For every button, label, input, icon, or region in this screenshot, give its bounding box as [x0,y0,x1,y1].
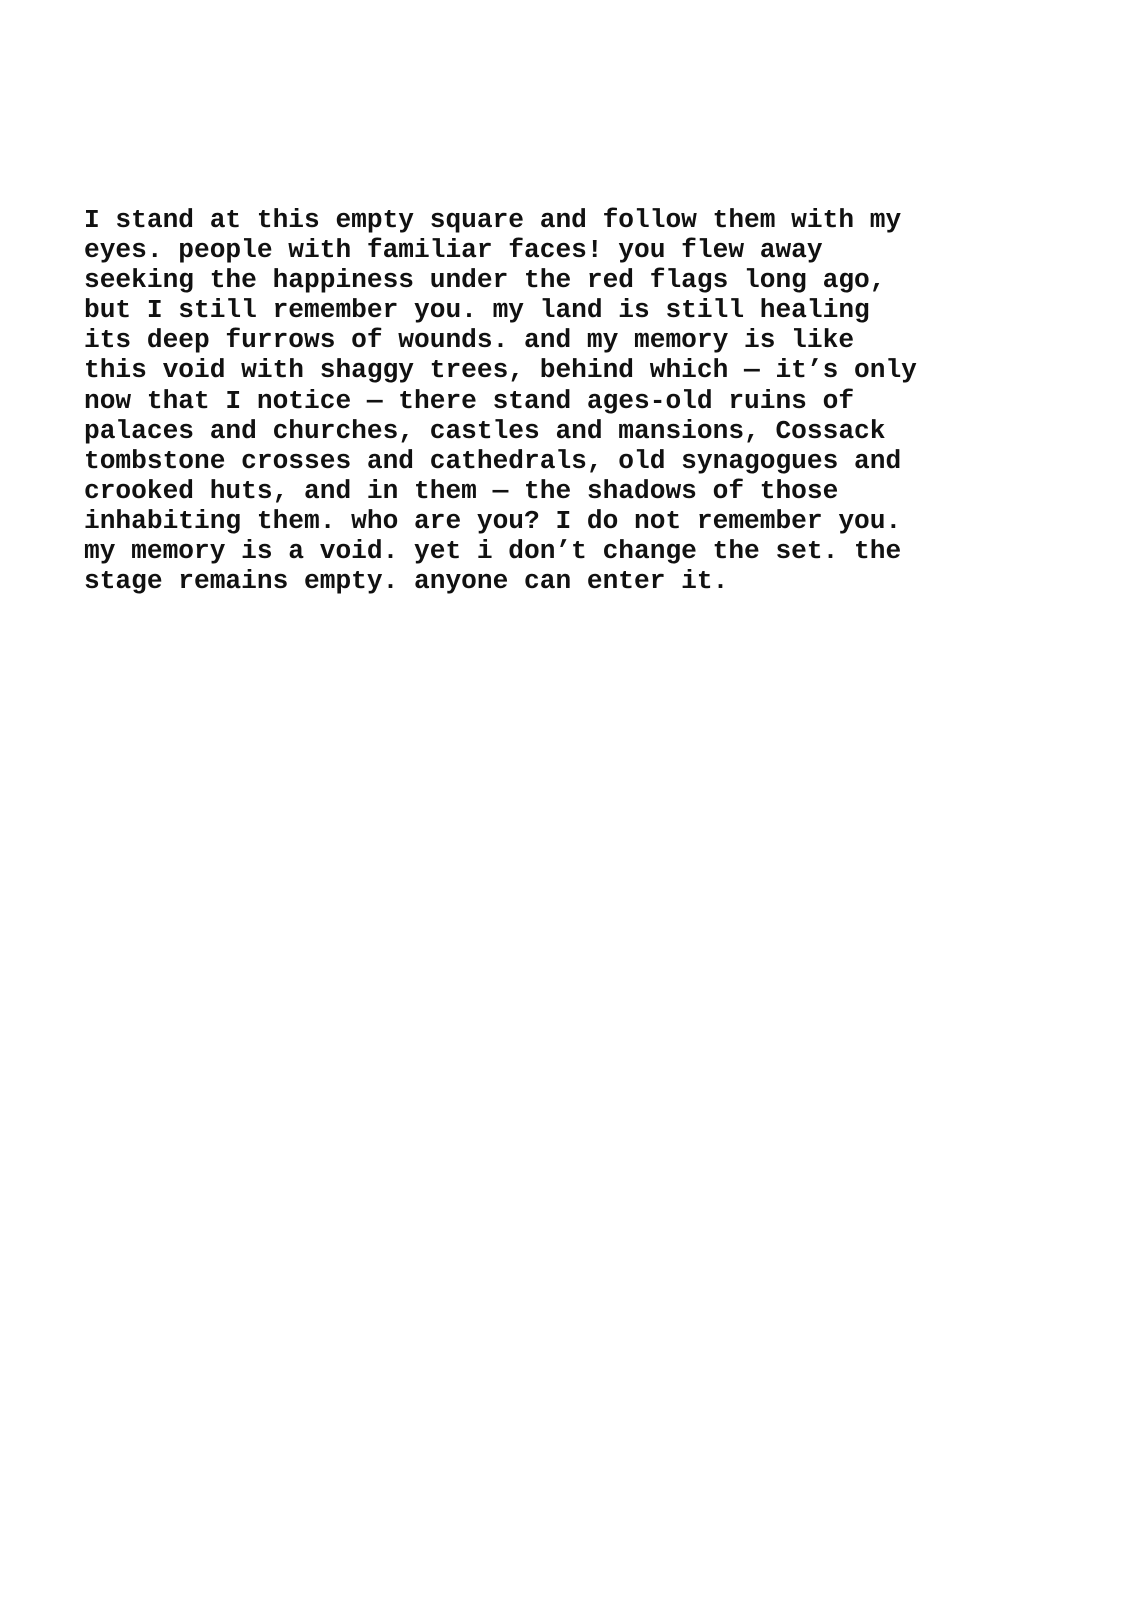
text-line: crooked huts, and in them — the shadows of those [84,475,839,506]
text-line: eyes. people with familiar faces! you flew away [84,235,823,266]
text-line: its deep furrows of wounds. and my memory is like [84,325,855,356]
body-text [84,205,1084,596]
text-line: inhabiting them. who are you? I do not remember you. [84,505,902,536]
text-line: seeking the happiness under the red flags long ago, [84,265,886,296]
text-line: now that I notice — there stand ages-old ruins of [84,385,855,416]
text-line: stage remains empty. anyone can enter it. [84,566,729,597]
text-line: palaces and churches, castles and mansions, Cossack [84,415,886,446]
text-line: I stand at this empty square and follow them with my [84,205,902,235]
text-line: my memory is a void. yet i don’t change the set. the [84,536,902,567]
text-line: this void with shaggy trees, behind which — it’s only [84,355,917,386]
text-line: tombstone crosses and cathedrals, old synagogues and [84,445,902,476]
text-line: but I still remember you. my land is still healing [84,295,870,326]
